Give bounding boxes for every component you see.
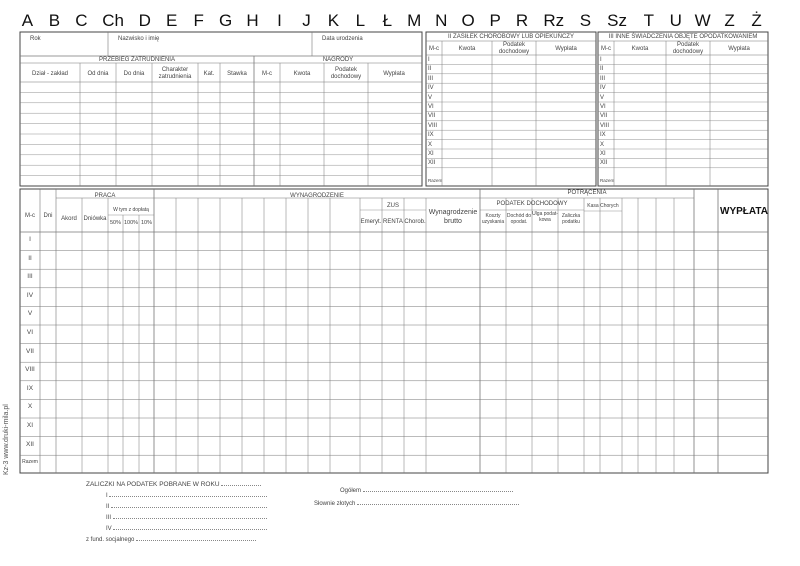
swiadczenia-month-label: VIII xyxy=(600,122,610,129)
swiadczenia-month-label: VII xyxy=(600,113,608,120)
bottom-praca: PRACA xyxy=(94,193,116,199)
alphabet-tab: Ż xyxy=(751,11,762,30)
bottom-kasa-chorych: Kasa Chorych xyxy=(587,203,619,209)
przebieg-title: PRZEBIEG ZATRUDNIENIA xyxy=(99,57,175,63)
bottom-month-label: III xyxy=(27,273,33,281)
nagrody-col-wyplata: Wypłata xyxy=(383,71,405,77)
swiadczenia-month-label: I xyxy=(600,57,602,63)
bottom-akord: Akord xyxy=(61,216,77,222)
alphabet-tab: C xyxy=(75,11,88,30)
swiadczenia-col-podatek: Podatek dochodowy xyxy=(672,42,704,55)
col-dzial: Dział - zakład xyxy=(31,71,68,77)
zasilek-month-label: V xyxy=(428,94,433,101)
alphabet-tab: Ł xyxy=(382,11,393,30)
zasilek-month-label: IX xyxy=(428,132,434,139)
zasilek-month-label: VIII xyxy=(428,122,438,129)
zasilek-month-label: XII xyxy=(428,160,436,167)
podatek-ulga: Ulga podat-kowa xyxy=(532,211,558,223)
podatek-zaliczka: Zaliczka podatku xyxy=(561,213,581,225)
swiadczenia-month-label: XII xyxy=(600,160,608,167)
zasilek-month-label: Razem xyxy=(428,178,443,183)
side-form-code: Kz-3 www.druki-mila.pl xyxy=(3,404,10,475)
bottom-brutto: Wynagrodzenie brutto xyxy=(428,209,478,225)
alphabet-tab: K xyxy=(327,11,340,30)
zasilek-month-label: VI xyxy=(428,104,434,110)
bottom-month-label: VIII xyxy=(25,366,35,374)
zasilek-month-label: VII xyxy=(428,113,436,120)
zus-emeryt: Emeryt. xyxy=(360,219,382,225)
alphabet-tab: N xyxy=(435,11,448,30)
alphabet-tab: P xyxy=(489,11,501,30)
label-data-urodzenia: Data urodzenia xyxy=(322,36,363,42)
col-charakter: Charakter zatrudnienia xyxy=(158,67,192,80)
nagrody-col-podatek: Podatek dochodowy xyxy=(330,67,362,80)
bottom-dniowka: Dniówka xyxy=(83,216,107,222)
alphabet-tab: W xyxy=(694,11,711,30)
bottom-col-dni: Dni xyxy=(43,213,53,219)
bottom-pct-50: 50% xyxy=(109,220,121,226)
zasilek-month-label: III xyxy=(428,75,434,82)
footer-row-3: III xyxy=(106,513,267,522)
bottom-month-label: II xyxy=(28,254,32,262)
zasilek-col-kwota: Kwota xyxy=(458,46,476,52)
alphabet-tab: I xyxy=(277,11,282,30)
nagrody-title: NAGRODY xyxy=(322,57,354,63)
alphabet-tab: U xyxy=(669,11,682,30)
swiadczenia-month-label: XI xyxy=(600,151,606,157)
swiadczenia-month-label: IV xyxy=(600,85,606,92)
bottom-month-label: VI xyxy=(26,329,34,336)
podatek-koszty: Koszty uzyskania xyxy=(481,213,505,225)
alphabet-tab: F xyxy=(193,11,204,30)
nagrody-col-kwota: Kwota xyxy=(293,71,311,77)
footer-row-1: I xyxy=(106,491,267,500)
alphabet-tab: T xyxy=(643,11,654,30)
col-do-dnia: Do dnia xyxy=(123,71,145,77)
alphabet-tab: G xyxy=(218,11,233,30)
bottom-month-label: XII xyxy=(26,440,34,448)
bottom-w-tym: W tym z dopłatą xyxy=(113,207,149,213)
zasilek-col-podatek: Podatek dochodowy xyxy=(498,42,530,55)
bottom-month-label: Razem xyxy=(22,459,38,466)
swiadczenia-month-label: II xyxy=(600,66,604,73)
alphabet-tab: O xyxy=(461,11,475,30)
nagrody-col-mc: M-c xyxy=(262,71,272,77)
bottom-podatek: PODATEK DOCHODOWY xyxy=(496,201,568,207)
alphabet-tab: L xyxy=(355,11,366,30)
footer-zaliczki xyxy=(86,480,261,488)
swiadczenia-month-label: X xyxy=(600,141,605,148)
alphabet-tab: B xyxy=(48,11,61,30)
zasilek-month-label: I xyxy=(428,57,430,63)
alphabet-tab: H xyxy=(246,11,259,30)
alphabet-tab: Ch xyxy=(102,11,124,30)
alphabet-tab: D xyxy=(138,11,151,30)
footer-row-2: II xyxy=(106,502,267,511)
zus-chorob: Chorob. xyxy=(404,219,426,225)
bottom-month-label: XI xyxy=(26,422,34,429)
bottom-month-label: I xyxy=(29,236,31,243)
bottom-wynagrodzenie: WYNAGRODZENIE xyxy=(290,193,344,199)
zasilek-month-label: IV xyxy=(428,85,434,92)
alphabet-tab: Sz xyxy=(607,11,627,30)
footer-zaliczki-label: ZALICZKI NA PODATEK POBRANE W ROKU xyxy=(86,481,220,488)
label-rok: Rok xyxy=(30,36,41,42)
zasilek-month-label: X xyxy=(428,141,433,148)
alphabet-tab: R xyxy=(515,11,529,30)
label-nazwisko: Nazwisko i imię xyxy=(118,36,160,42)
bottom-potracenia: POTRĄCENIA xyxy=(567,190,607,196)
bottom-month-label: IX xyxy=(26,384,34,392)
swiadczenia-col-mc: M-c xyxy=(601,46,611,52)
swiadczenia-month-label: Razem xyxy=(600,178,615,183)
footer-ogolem: Ogółem xyxy=(340,486,513,495)
zasilek-month-label: XI xyxy=(428,151,434,157)
alphabet-tab: M xyxy=(407,11,422,30)
col-stawka: Stawka xyxy=(227,71,247,77)
swiadczenia-month-label: IX xyxy=(600,132,606,139)
top-left-box xyxy=(20,32,422,186)
alphabet-tab: Rz xyxy=(543,11,565,30)
alphabet-tab: J xyxy=(302,11,311,30)
bottom-month-label: IV xyxy=(26,291,34,299)
bottom-month-label: VII xyxy=(26,347,34,355)
col-od-dnia: Od dnia xyxy=(87,71,109,77)
bottom-col-mc: M-c xyxy=(25,213,35,219)
zus-renta: RENTA xyxy=(383,219,403,225)
bottom-wyplata: WYPŁATA xyxy=(720,206,768,217)
podatek-dochod: Dochód do opodat. xyxy=(506,213,532,225)
alphabet-tab: A xyxy=(21,11,34,30)
footer-row-4: IV xyxy=(106,524,267,533)
zasilek-title: II ZASIŁEK CHOROBOWY LUB OPIEKUŃCZY xyxy=(448,34,574,40)
col-kat: Kat. xyxy=(203,71,215,77)
swiadczenia-title: III INNE ŚWIADCZENIA OBJĘTE OPODATKOWANIEM xyxy=(608,34,758,40)
alphabet-tab: S xyxy=(579,11,592,30)
swiadczenia-month-label: III xyxy=(600,75,606,82)
bottom-pct-100: 100% xyxy=(123,220,139,226)
footer-slownie: Słownie złotych xyxy=(314,499,519,508)
swiadczenia-col-kwota: Kwota xyxy=(631,46,649,52)
swiadczenia-col-wyplata: Wypłata xyxy=(728,46,750,52)
bottom-month-label: X xyxy=(27,403,33,411)
zasilek-month-label: II xyxy=(428,66,432,73)
alphabet-tab: E xyxy=(166,11,178,30)
bottom-month-label: V xyxy=(27,310,33,318)
zasilek-col-wyplata: Wypłata xyxy=(555,46,577,52)
bottom-pct-10: 10% xyxy=(140,220,152,226)
footer-fund-socjalny: z fund. socjalnego xyxy=(86,535,256,544)
swiadczenia-month-label: VI xyxy=(600,104,606,110)
zasilek-col-mc: M-c xyxy=(429,46,439,52)
alphabet-tab: Z xyxy=(724,11,735,30)
bottom-zus: ZUS xyxy=(387,203,399,209)
swiadczenia-month-label: V xyxy=(600,94,605,101)
